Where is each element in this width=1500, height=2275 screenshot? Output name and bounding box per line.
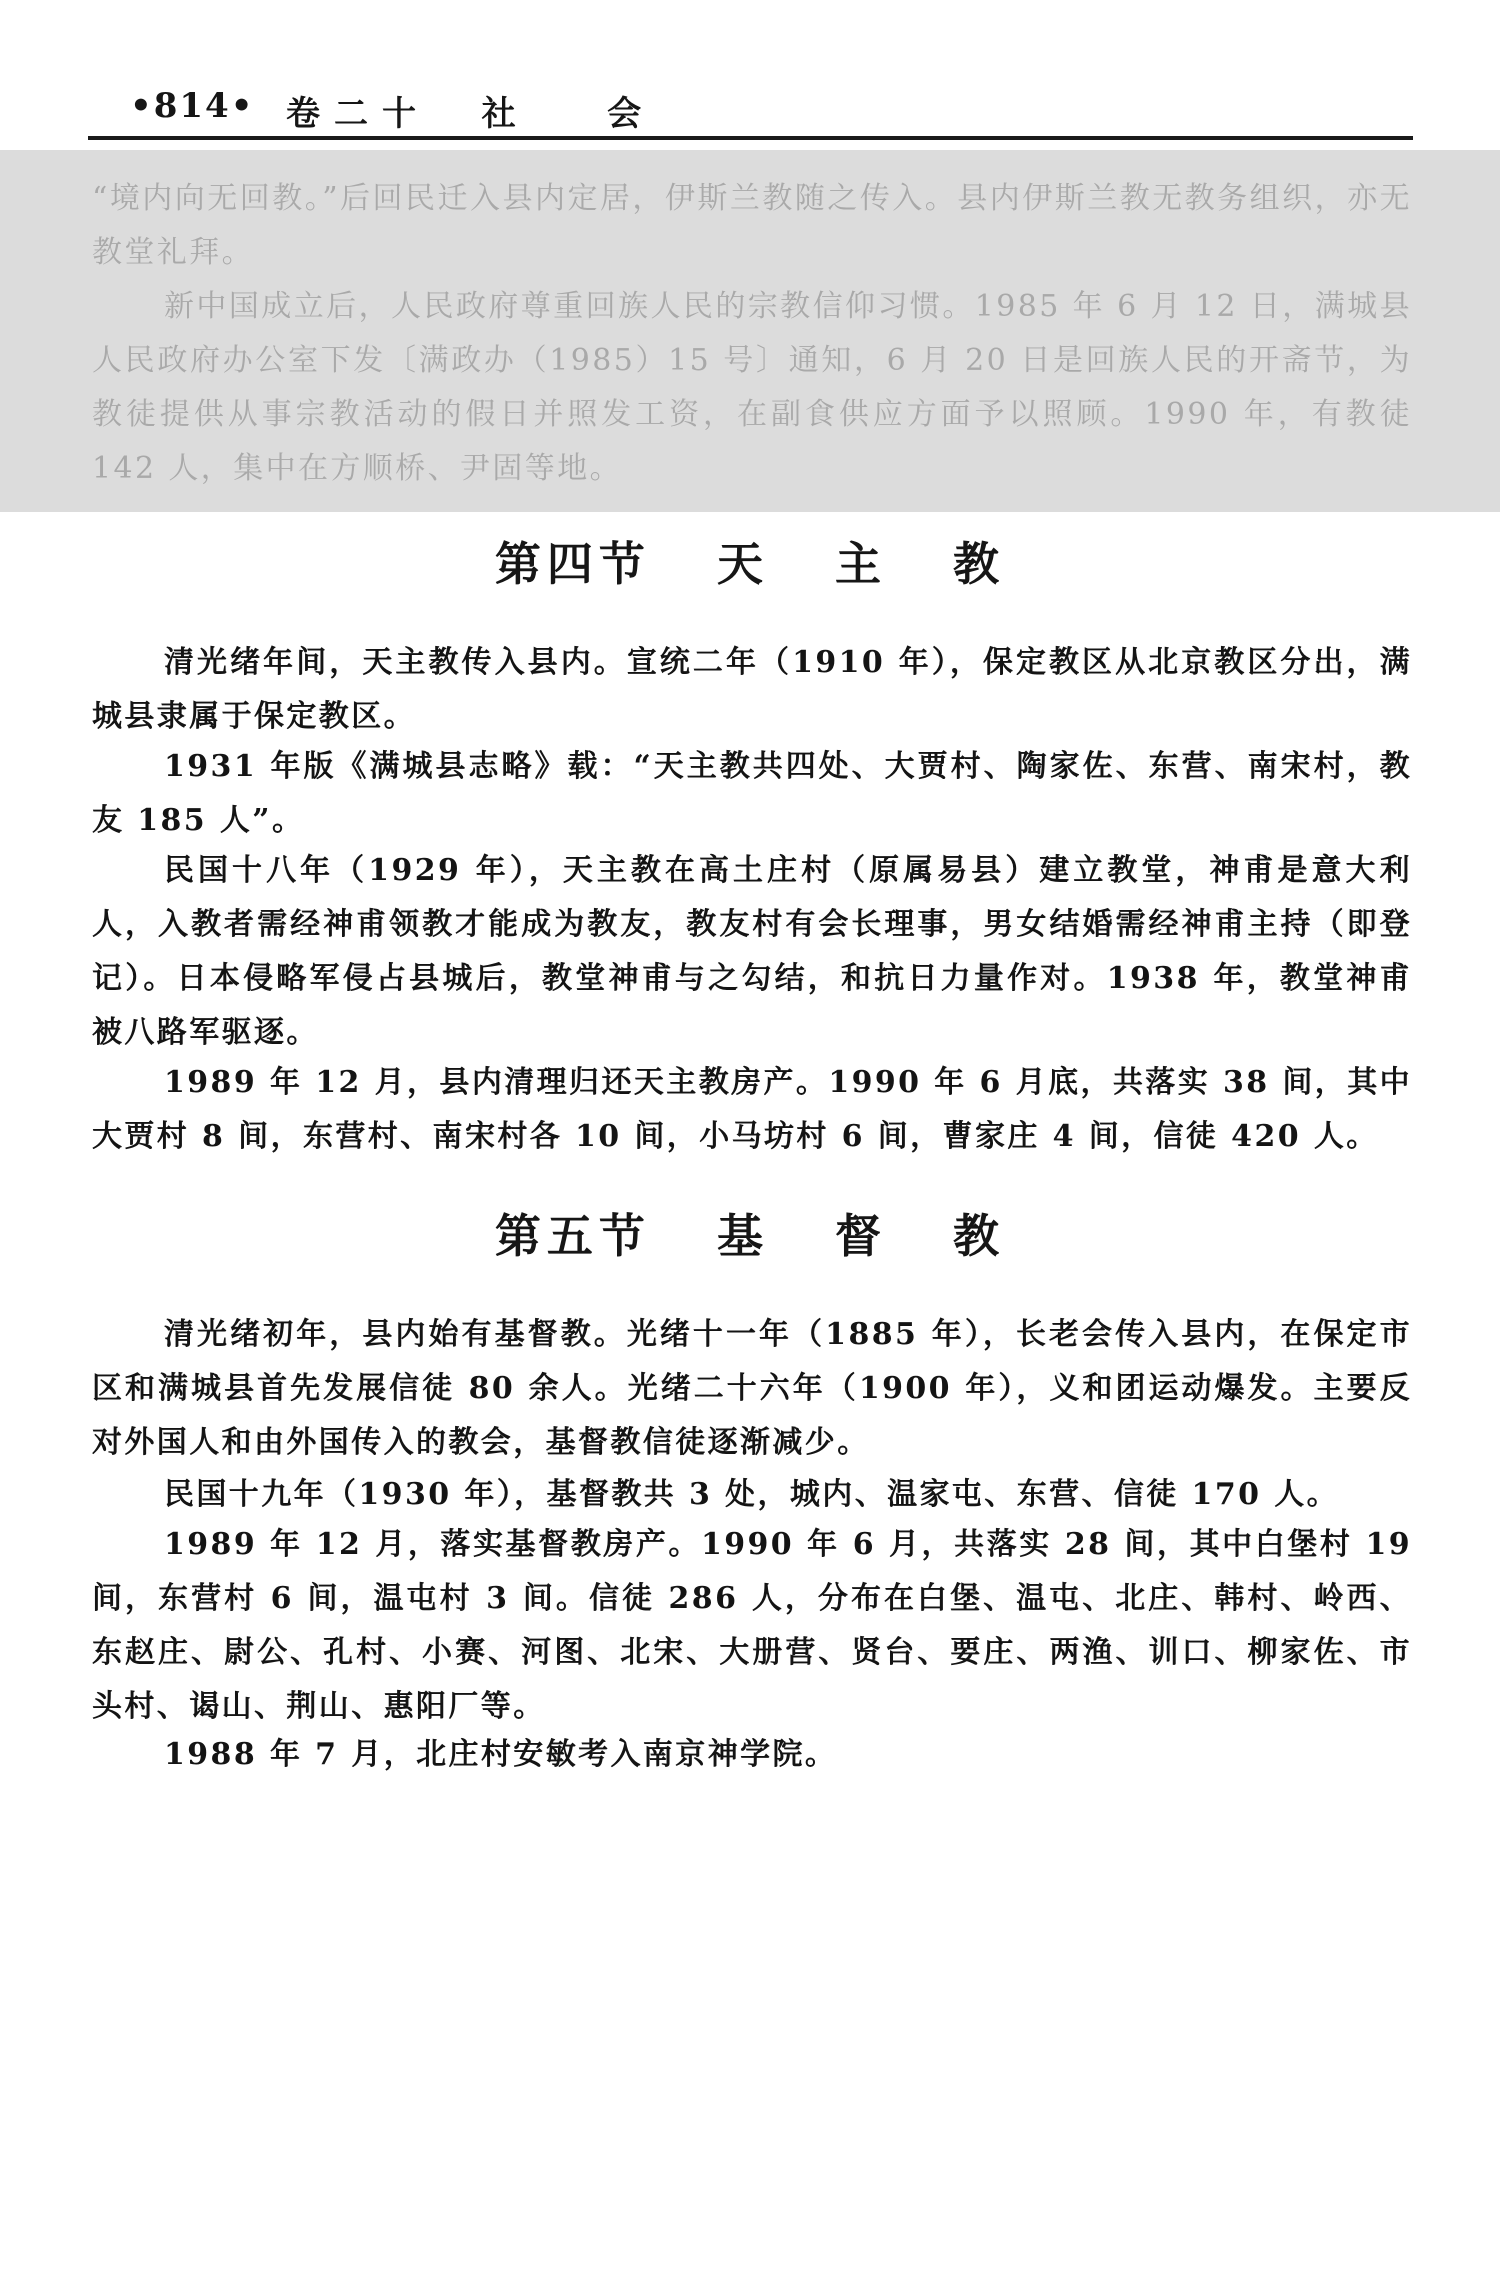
continuation-paragraph: 新中国成立后，人民政府尊重回族人民的宗教信仰习惯。1985 年 6 月 12 日，满城县人民政府办公室下发〔满政办（1985）15 号〕通知，6 月 20 日是回族人民的开斋节，为教徒提供从事宗教活动的假日并照发工资，在副食供应方面予以照顾。1990 年，有教徒 142 人，集中在方顺桥、尹固等地。 [92,289,1412,486]
page-header [90,78,1415,138]
paragraph: 清光绪初年，县内始有基督教。光绪十一年（1885 年），长老会传入县内，在保定市区和满城县首先发展信徒 80 余人。光绪二十六年（1900 年），义和团运动爆发。主要反对外国人和由外国传入的教会，基督教信徒逐渐减少。 [92,1317,1412,1460]
section-heading-catholicism: 第四节 天 主 教 [494,537,1006,591]
paragraph: 1988 年 7 月，北庄村安敏考入南京神学院。 [164,1737,838,1772]
header-rule [88,136,1413,140]
paragraph: 民国十九年（1930 年），基督教共 3 处，城内、温家屯、东营、信徒 170 人。 [164,1477,1340,1512]
paragraph: 民国十八年（1929 年），天主教在高土庄村（原属易县）建立教堂，神甫是意大利人，入教者需经神甫领教才能成为教友，教友村有会长理事，男女结婚需经神甫主持（即登记）。日本侵略军侵占县城后，教堂神甫与之勾结，和抗日力量作对。1938 年，教堂神甫被八路军驱逐。 [92,853,1412,1050]
continuation-paragraph: “境内向无回教。”后回民迁入县内定居，伊斯兰教随之传入。县内伊斯兰教无教务组织，亦无教堂礼拜。 [92,181,1412,270]
section-heading-christianity: 第五节 基 督 教 [494,1209,1006,1263]
paragraph: 1931 年版《满城县志略》载：“天主教共四处、大贾村、陶家佐、东营、南宋村，教友 185 人”。 [92,749,1412,838]
paragraph: 1989 年 12 月，落实基督教房产。1990 年 6 月，共落实 28 间，其中白堡村 19 间，东营村 6 间，温屯村 3 间。信徒 286 人，分布在白堡、温屯、北庄、韩村、岭西、东赵庄、尉公、孔村、小赛、河图、北宋、大册营、贤台、要庄、两渔、训口、柳家佐、市头村、谒山、荆山、惠阳厂等。 [92,1527,1412,1724]
volume-title: 卷二十 社 会 [286,94,656,134]
page-number: •814• [130,86,255,126]
paragraph: 清光绪年间，天主教传入县内。宣统二年（1910 年），保定教区从北京教区分出，满城县隶属于保定教区。 [92,645,1412,734]
faded-continuation-block [0,150,1500,512]
paragraph: 1989 年 12 月，县内清理归还天主教房产。1990 年 6 月底，共落实 38 间，其中大贾村 8 间，东营村、南宋村各 10 间，小马坊村 6 间，曹家庄 4 间，信徒 420 人。 [92,1065,1412,1154]
